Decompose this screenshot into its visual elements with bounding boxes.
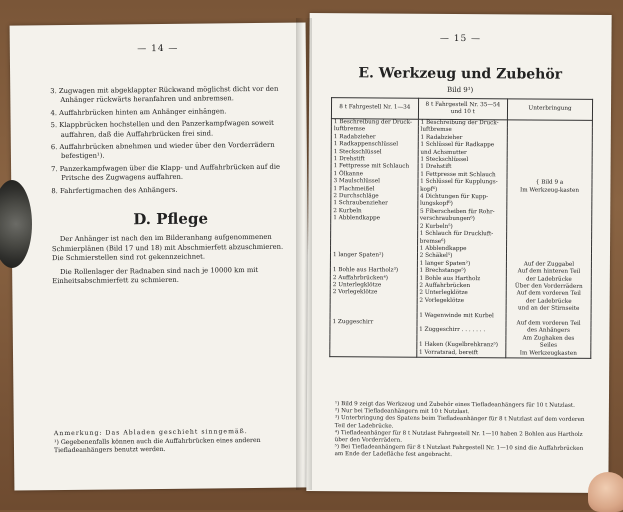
footnote: ¹) Bild 9 zeigt das Werkzeug und Zubehör eines Tiefladeanhängers für 10 t Nutzlast.: [334, 401, 575, 409]
table-cell: 1 Radkappenschlüssel: [331, 141, 418, 149]
table-cell: 1 Steckschlüssel: [331, 149, 418, 157]
table-cell: 1 Steckschlüssel: [418, 157, 507, 165]
table-cell: 1 Abblendkappe: [417, 246, 506, 254]
table-cell: 4 Dichtungen für Kupp-: [418, 194, 507, 202]
table-cell: [507, 187, 592, 195]
table-cell: 1 Radabzieher: [331, 134, 418, 142]
paragraph: Die Rollenlager der Radnaben sind nach je 10000 km mit Einheitsabschmierfett zu schmieren.: [52, 265, 259, 286]
table-cell: 5 Fiberscheiben für Rohr-: [417, 209, 506, 217]
table-cell: und an der Stirnseite: [506, 305, 591, 313]
section-subtitle: Bild 9¹): [446, 85, 474, 95]
list-item: 5. Klappbrücken hochstellen und den Panzerkampfwagen soweit auffahren, daß die Auffahrbrücken frei sind.: [50, 119, 274, 139]
note-line: ¹) Gegebenenfalls können auch die Auffahrbrücken eines anderen Tiefladeanhängers benutzt werden.: [53, 436, 261, 455]
table-cell: 2 Unterlegklötze: [330, 282, 417, 290]
table-cell: Seiles: [506, 343, 591, 351]
table-cell: 1 langer Spaten²): [417, 260, 506, 268]
left-body: [50, 85, 290, 291]
table-cell: 2 Vorlegeklötze: [417, 297, 506, 305]
table-cell: 1 Schlüssel für Kupplungs-: [418, 179, 507, 187]
footnote: ³) Unterbringung des Spatens beim Tiefladeanhänger für 8 t Nutzlast auf dem vorderen Teil der Ladebrücke.: [334, 415, 585, 430]
note-line: Anmerkung: Das Abladen geschieht sinngemäß.: [53, 428, 248, 438]
table-cell: 2 Auffahrbrücken⁴): [330, 275, 417, 283]
table-cell: 1 Haken (Kugelbrehkranz⁵): [416, 342, 505, 350]
table-header: Unterbringung: [508, 99, 593, 121]
table-cell: Auf dem vorderen Teil: [506, 291, 591, 299]
table-cell: 1 Flachmeißel: [331, 186, 418, 194]
table-cell: 1 Wagenwinde mit Kurbel: [417, 312, 506, 320]
table-cell: 1 Fettpresse mit Schlauch: [331, 164, 418, 172]
list-item: 3. Zugwagen mit abgeklappter Rückwand möglichst dicht vor den Anhänger rückwärts heranfahren und anbremsen.: [50, 84, 279, 105]
table-cell: der Ladebrücke: [506, 298, 591, 306]
table-cell: 1 Abblendkappe: [331, 215, 418, 223]
footnote: ⁵) Bei Tiefladeanhängern für 8 t Nutzlast Fahrgestell Nr. 1—10 sind die Auffahrbrücken am Ende der Ladefläche fest angebracht.: [334, 444, 584, 459]
footnote: ⁴) Tiefladeanhänger für 8 t Nutzlast Fahrgestell Nr. 1—10 haben 2 Bohlen aus Hartholz über den Vorderrädern.: [334, 429, 583, 444]
table-cell: 1 Zuggeschirr . . . . . . .: [417, 327, 506, 335]
table-cell: Im Werkzeugkasten: [506, 350, 591, 358]
footnote: ²) Nur bei Tiefladeanhängern mit 10 t Nutzlast.: [334, 408, 470, 416]
table-cell: 2 Durchschläge: [331, 193, 418, 201]
table-cell: des Anhängers: [506, 328, 591, 336]
list-item: 7. Panzerkampfwagen über die Klapp- und Auffahrbrücken auf die Pritsche des Zugwagens auffahren.: [51, 162, 281, 183]
table-cell: luftbremse: [418, 127, 507, 135]
book-gutter: [296, 18, 312, 490]
table-cell: [330, 349, 417, 358]
table-cell: luftbremse: [331, 127, 418, 135]
left-page-number: — 14 —: [137, 43, 179, 55]
list-item: 6. Auffahrbrücken abnehmen und wieder über den Vorderrädern befestigen¹).: [50, 140, 275, 161]
table-cell: verschraubungen⁶): [417, 216, 506, 224]
table-cell: 1 Fettpresse mit Schlauch: [418, 172, 507, 180]
table-row: [330, 349, 591, 359]
paragraph: Der Anhänger ist nach den im Bilderanhang aufgenommenen Schmierplänen (Bild 17 und 18) mit Abschmierfett abzuschmieren. Die Schmierstellen sind rot gekennzeichnet.: [51, 233, 284, 263]
bracket-label: { Bild 9 a: [535, 179, 564, 186]
table-cell: 1 Beschreibung der Druck-: [418, 119, 507, 128]
table-cell: 1 Drehstift: [418, 164, 507, 172]
table-cell: 1 Radabzieher: [418, 135, 507, 143]
table-cell: 2 Schäkel⁵): [417, 253, 506, 261]
bracket-label: Im Werkzeug-kasten: [519, 187, 580, 194]
table-cell: 2 Auffahrbrücken: [417, 283, 506, 291]
right-page-number: — 15 —: [439, 33, 482, 45]
table-cell: 1 Drehstift: [331, 156, 418, 164]
table-cell: 1 Schlauch für Druckluft-: [417, 231, 506, 239]
table-cell: 1 Zuggeschirr: [330, 319, 417, 327]
table-cell: Am Zughaken des: [506, 335, 591, 343]
table-cell: lungskopf⁶): [417, 201, 506, 209]
table-header: 8 t Fahrgestell Nr. 35—54 und 10 t: [418, 98, 508, 120]
list-item: 8. Fahrfertigmachen des Anhängers.: [51, 185, 178, 195]
table-cell: 1 Ölkanne: [331, 171, 418, 179]
section-title-pflege: D. Pflege: [133, 209, 209, 229]
procedure-list: [50, 85, 289, 197]
table-cell: 1 Schlüssel für Radkappe: [418, 142, 507, 150]
equipment-table: [329, 97, 593, 359]
table-cell: 1 Bohle aus Hartholz³): [330, 267, 417, 275]
table-cell: Auf dem hinteren Teil: [506, 268, 591, 276]
table-cell: 2 Kurbeln: [331, 208, 418, 216]
list-item: 4. Auffahrbrücken hinten am Anhänger einhängen.: [50, 107, 227, 117]
table-cell: 1 Vorratsrad, bereift: [416, 349, 505, 358]
right-footnotes: [335, 401, 589, 460]
left-footnote: [54, 428, 292, 456]
table-cell: 3 Maulschlüssel: [331, 178, 418, 186]
right-page: [306, 13, 611, 493]
table-cell: Auf dem vorderen Teil: [506, 320, 591, 328]
table-cell: 1 langer Spaten²): [330, 252, 417, 260]
section-title-werkzeug: E. Werkzeug und Zubehör: [358, 65, 563, 83]
table-cell: bremse⁶): [417, 238, 506, 246]
thumb: [588, 472, 623, 512]
table-cell: der Ladebrücke: [506, 276, 591, 284]
table-cell: 1 Beschreibung der Druck-: [331, 119, 418, 128]
table-header: 8 t Fahrgestell Nr. 1—34: [331, 98, 418, 120]
table-cell: und Achsmutter: [418, 149, 507, 157]
table-cell: 1 Bohle aus Hartholz: [417, 275, 506, 283]
left-page: [10, 22, 311, 490]
table-cell: 1 Brechstange⁵): [417, 268, 506, 276]
table-cell: 2 Unterlegklötze: [417, 290, 506, 298]
table-cell: 2 Kurbeln⁵): [417, 223, 506, 231]
table-cell: 2 Vorlegeklötze: [330, 289, 417, 297]
table-cell: Über den Vorderrädern: [506, 283, 591, 291]
table-cell: Auf der Zuggabel: [506, 261, 591, 269]
table-cell: kopf⁶): [418, 186, 507, 194]
table-cell: 1 Schraubenzieher: [331, 201, 418, 209]
